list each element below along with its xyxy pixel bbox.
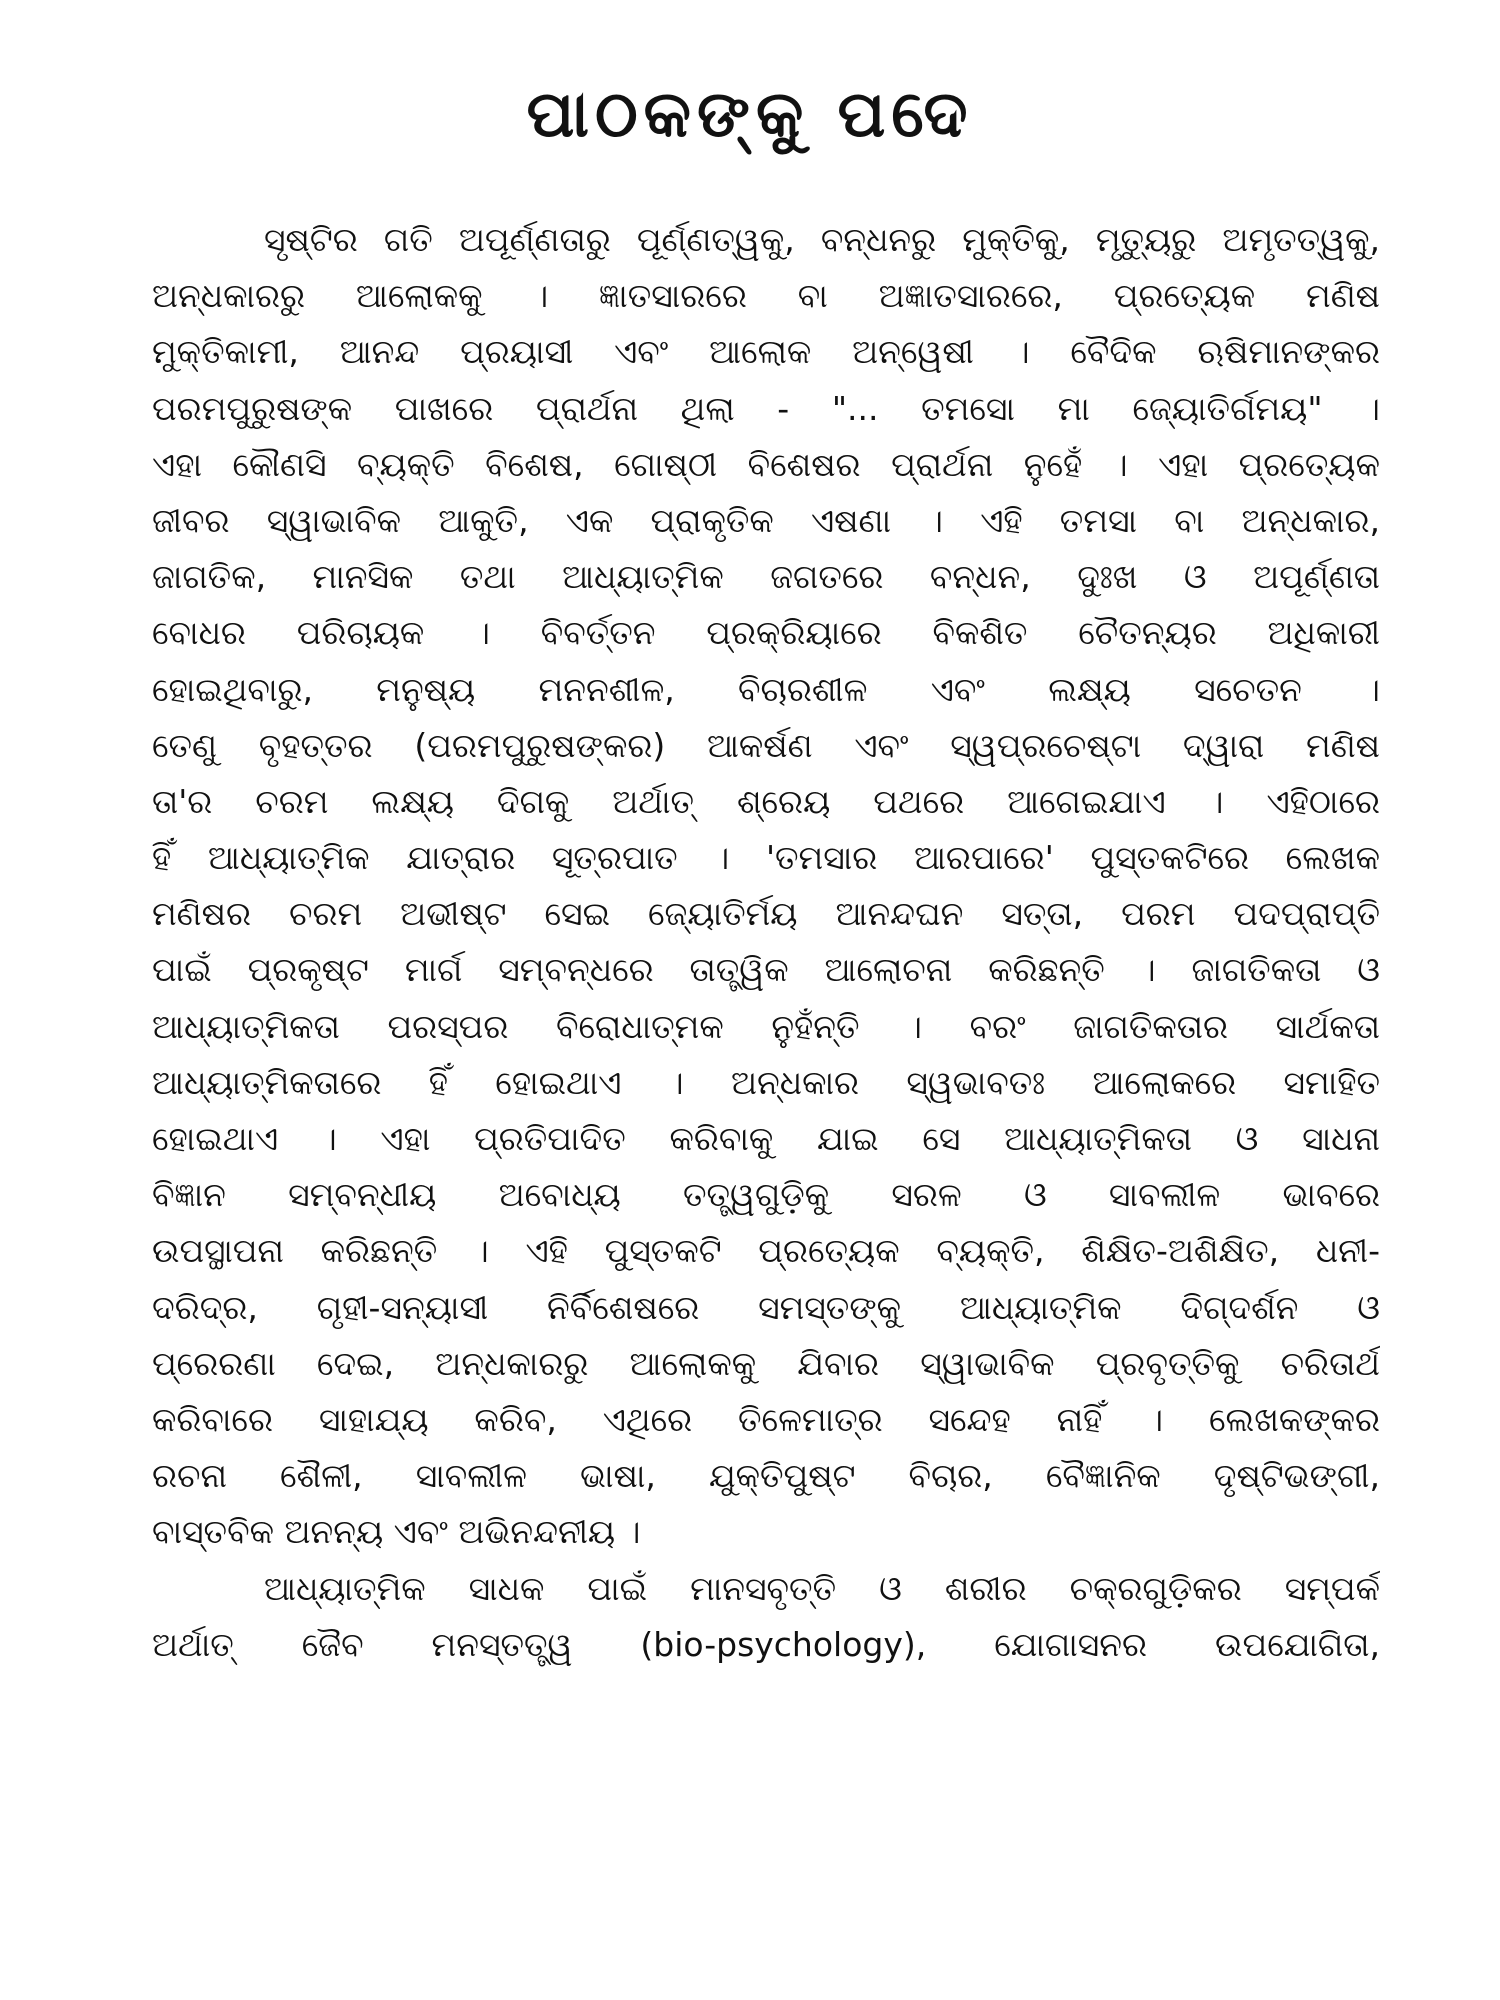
text-line: ଆଧ୍ୟାତ୍ମିକ ସାଧକ ପାଇଁ ମାନସବୃତ୍ତି ଓ ଶରୀର ଚକ୍ରଗୁଡ଼ିକର ସମ୍ପର୍କ [264, 1568, 1380, 1608]
text-line: ଆଧ୍ୟାତ୍ମିକତା ପରସ୍ପର ବିରୋଧାତ୍ମକ ନୁହଁନ୍ତି । ବରଂ ଜାଗତିକତାର ସାର୍ଥକତା [152, 1006, 1380, 1046]
text-line: ପରମପୁରୁଷଙ୍କ ପାଖରେ ପ୍ରାର୍ଥନା ଥିଲା - "... ତମସୋ ମା ଜ୍ୟୋତିର୍ଗମୟ" । [152, 388, 1380, 428]
text-line: ବାସ୍ତବିକ ଅନନ୍ୟ ଏବଂ ଅଭିନନ୍ଦନୀୟ । [152, 1512, 641, 1552]
text-line: ଅନ୍ଧକାରରୁ ଆଲୋକକୁ । ଜ୍ଞାତସାରରେ ବା ଅଜ୍ଞାତସାରରେ, ପ୍ରତ୍ୟେକ ମଣିଷ [152, 276, 1380, 316]
text-line: ପ୍ରେରଣା ଦେଇ, ଅନ୍ଧକାରରୁ ଆଲୋକକୁ ଯିବାର ସ୍ୱାଭାବିକ ପ୍ରବୃତ୍ତିକୁ ଚରିତାର୍ଥ [152, 1343, 1380, 1383]
text-line: ହୋଇଥାଏ । ଏହା ପ୍ରତିପାଦିତ କରିବାକୁ ଯାଇ ସେ ଆଧ୍ୟାତ୍ମିକତା ଓ ସାଧନା [152, 1119, 1380, 1158]
text-line: ତା'ର ଚରମ ଲକ୍ଷ୍ୟ ଦିଗକୁ ଅର୍ଥାତ୍ ଶ୍ରେୟ ପଥରେ ଆଗେଇଯାଏ । ଏହିଠାରେ [152, 781, 1380, 821]
text-line: ଦରିଦ୍ର, ଗୃହୀ-ସନ୍ୟାସୀ ନିର୍ବିଶେଷରେ ସମସ୍ତଙ୍କୁ ଆଧ୍ୟାତ୍ମିକ ଦିଗ୍‌ଦର୍ଶନ ଓ [152, 1287, 1380, 1327]
page-title: ପାଠକଙ୍କୁ ପଦେ [526, 78, 974, 152]
text-line: ହିଁ ଆଧ୍ୟାତ୍ମିକ ଯାତ୍ରାର ସୂତ୍ରପାତ । 'ତମସାର ଆରପାରେ' ପୁସ୍ତକଟିରେ ଲେଖକ [152, 838, 1380, 878]
text-line: ଏହା କୌଣସି ବ୍ୟକ୍ତି ବିଶେଷ, ଗୋଷ୍ଠୀ ବିଶେଷର ପ୍ରାର୍ଥନା ନୁହେଁ । ଏହା ପ୍ରତ୍ୟେକ [152, 444, 1380, 484]
text-line: ଆଧ୍ୟାତ୍ମିକତାରେ ହିଁ ହୋଇଥାଏ । ଅନ୍ଧକାର ସ୍ୱଭାବତଃ ଆଲୋକରେ ସମାହିତ [152, 1062, 1380, 1102]
text-line: କରିବାରେ ସାହାଯ୍ୟ କରିବ, ଏଥିରେ ତିଳେମାତ୍ର ସନ୍ଦେହ ନାହିଁ । ଲେଖକଙ୍କର [152, 1399, 1380, 1439]
text-line: ଅର୍ଥାତ୍ ଜୈବ ମନସ୍ତତ୍ତ୍ୱ (bio-psychology), ଯୋଗାସନର ଉପଯୋଗିତା, [152, 1624, 1380, 1664]
text-line: ଜାଗତିକ, ମାନସିକ ତଥା ଆଧ୍ୟାତ୍ମିକ ଜଗତରେ ବନ୍ଧନ, ଦୁଃଖ ଓ ଅପୂର୍ଣ୍ଣତା [152, 557, 1380, 597]
text-line: ଜୀବର ସ୍ୱାଭାବିକ ଆକୁତି, ଏକ ପ୍ରାକୃତିକ ଏଷଣା । ଏହି ତମସା ବା ଅନ୍ଧକାର, [152, 500, 1380, 540]
text-line: ରଚନା ଶୈଳୀ, ସାବଲୀଳ ଭାଷା, ଯୁକ୍ତିପୁଷ୍ଟ ବିଚାର, ବୈଜ୍ଞାନିକ ଦୃଷ୍ଟିଭଙ୍ଗୀ, [152, 1456, 1380, 1496]
text-line: ଉପସ୍ଥାପନା କରିଛନ୍ତି । ଏହି ପୁସ୍ତକଟି ପ୍ରତ୍ୟେକ ବ୍ୟକ୍ତି, ଶିକ୍ଷିତ-ଅଶିକ୍ଷିତ, ଧନୀ- [152, 1231, 1380, 1271]
text-line: ବୋଧର ପରିଚାୟକ । ବିବର୍ତ୍ତନ ପ୍ରକ୍ରିୟାରେ ବିକଶିତ ଚୈତନ୍ୟର ଅଧିକାରୀ [152, 613, 1380, 653]
text-line: ମୁକ୍ତିକାମୀ, ଆନନ୍ଦ ପ୍ରୟାସୀ ଏବଂ ଆଲୋକ ଅନ୍ୱେଷୀ । ବୈଦିକ ଋଷିମାନଙ୍କର [152, 332, 1380, 372]
text-line: ହୋଇଥିବାରୁ, ମନୁଷ୍ୟ ମନନଶୀଳ, ବିଚାରଶୀଳ ଏବଂ ଲକ୍ଷ୍ୟ ସଚେତନ । [152, 669, 1380, 709]
text-line: ମଣିଷର ଚରମ ଅଭୀଷ୍ଟ ସେଇ ଜ୍ୟୋତିର୍ମୟ ଆନନ୍ଦଘନ ସତ୍ତା, ପରମ ପଦପ୍ରାପ୍ତି [152, 894, 1380, 934]
text-line: ସୃଷ୍ଟିର ଗତି ଅପୂର୍ଣ୍ଣତାରୁ ପୂର୍ଣ୍ଣତ୍ୱକୁ, ବନ୍ଧନରୁ ମୁକ୍ତିକୁ, ମୃତ୍ୟୁରୁ ଅମୃତତ୍ୱକୁ, [264, 220, 1380, 259]
text-line: ତେଣୁ ବୃହତ୍ତର (ପରମପୁରୁଷଙ୍କର) ଆକର୍ଷଣ ଏବଂ ସ୍ୱପ୍ରଚେଷ୍ଟା ଦ୍ୱାରା ମଣିଷ [152, 725, 1380, 765]
body-text [152, 212, 1380, 1673]
text-line: ପାଇଁ ପ୍ରକୃଷ୍ଟ ମାର୍ଗ ସମ୍ବନ୍ଧରେ ତାତ୍ତ୍ୱିକ ଆଲୋଚନା କରିଛନ୍ତି । ଜାଗତିକତା ଓ [152, 950, 1380, 990]
text-line: ବିଜ୍ଞାନ ସମ୍ବନ୍ଧୀୟ ଅବୋଧ୍ୟ ତତ୍ତ୍ୱଗୁଡ଼ିକୁ ସରଳ ଓ ସାବଲୀଳ ଭାବରେ [152, 1175, 1380, 1215]
